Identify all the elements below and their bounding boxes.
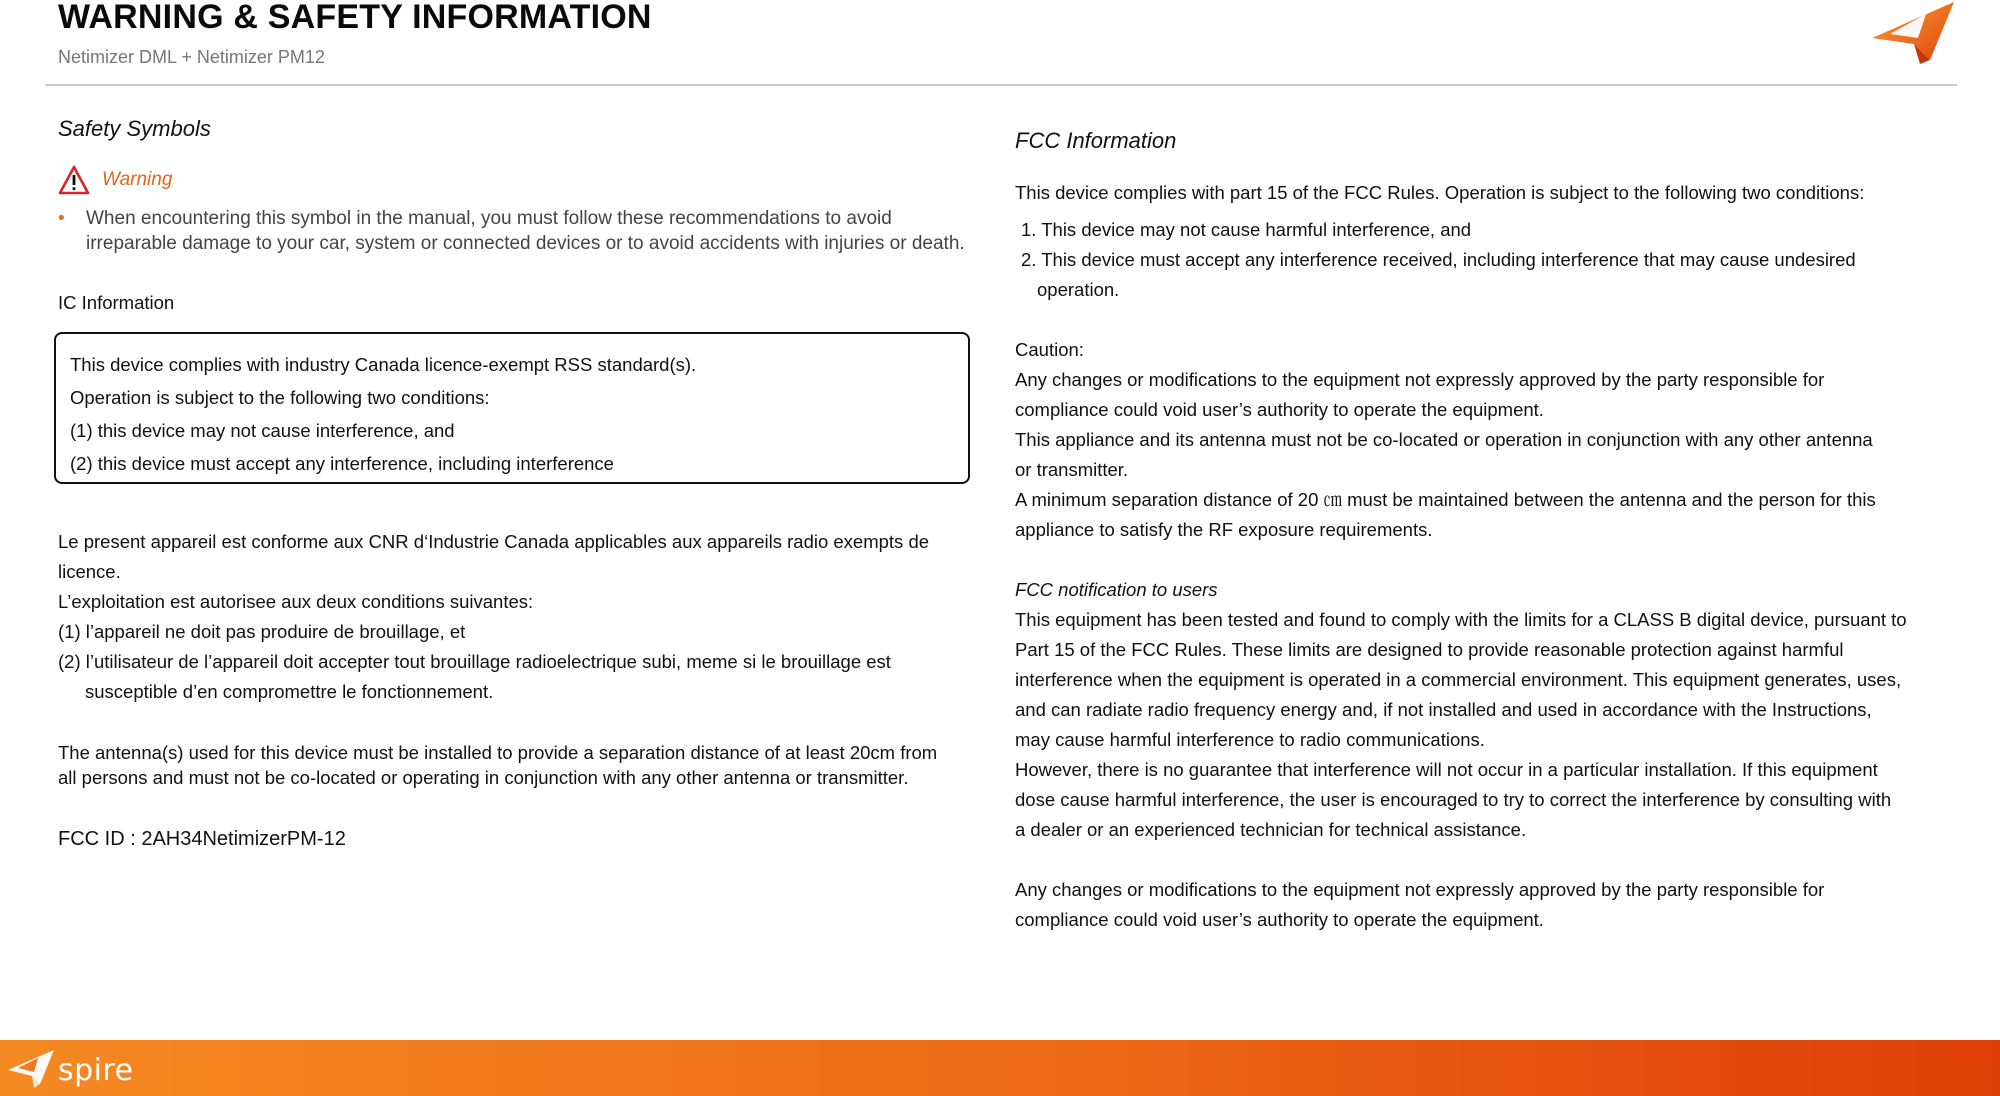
footer-brand: spire bbox=[58, 1052, 134, 1088]
page-subtitle: Netimizer DML + Netimizer PM12 bbox=[58, 47, 325, 67]
caution-line: compliance could void user’s authority to operate the equipment. bbox=[1015, 399, 1544, 420]
notification-line: a dealer or an experienced technician for technical assistance. bbox=[1015, 819, 1527, 840]
ic-box-line: (1) this device may not cause interference, and bbox=[70, 420, 455, 441]
warning-bullet bbox=[58, 206, 978, 256]
caution-line: A minimum separation distance of 20 ㎝ must be maintained between the antenna and the person for this bbox=[1015, 489, 1876, 510]
spire-logo-icon bbox=[1868, 0, 1958, 68]
notification-line: may cause harmful interference to radio communications. bbox=[1015, 729, 1485, 750]
spire-logo-icon bbox=[6, 1048, 56, 1092]
caution-line: or transmitter. bbox=[1015, 459, 1129, 480]
warning-triangle-icon bbox=[58, 165, 90, 195]
caution-section bbox=[1015, 335, 1876, 545]
fcc-conditions bbox=[1015, 215, 1856, 305]
french-line: licence. bbox=[58, 561, 121, 582]
caution-line: appliance to satisfy the RF exposure requirements. bbox=[1015, 519, 1433, 540]
french-notice bbox=[58, 527, 929, 707]
condition-line: 2. This device must accept any interference received, including interference that may cause undesired bbox=[1021, 249, 1856, 270]
notification-line: This equipment has been tested and found to comply with the limits for a CLASS B digital device, pursuant to bbox=[1015, 609, 1907, 630]
page-title: WARNING & SAFETY INFORMATION bbox=[58, 0, 652, 36]
fcc-intro: This device complies with part 15 of the FCC Rules. Operation is subject to the following two conditions: bbox=[1015, 182, 1865, 203]
caution-line: Caution: bbox=[1015, 339, 1084, 360]
caution-line: Any changes or modifications to the equipment not expressly approved by the party responsible for bbox=[1015, 369, 1825, 390]
closing-notice bbox=[1015, 875, 1824, 935]
fcc-id: FCC ID : 2AH34NetimizerPM-12 bbox=[58, 828, 346, 850]
fcc-heading: FCC Information bbox=[1015, 128, 1177, 153]
header-divider bbox=[45, 84, 1957, 86]
ic-info-box bbox=[54, 332, 970, 484]
french-line: susceptible d’en compromettre le fonctionnement. bbox=[85, 681, 494, 702]
ic-box-line: (2) this device must accept any interference, including interference bbox=[70, 453, 614, 474]
footer-bar bbox=[0, 1040, 2000, 1096]
closing-line: Any changes or modifications to the equipment not expressly approved by the party responsible for bbox=[1015, 879, 1825, 900]
warning-bullet-line: When encountering this symbol in the manual, you must follow these recommendations to avoid bbox=[86, 208, 892, 229]
notification-line: interference when the equipment is operated in a commercial environment. This equipment generates, uses, bbox=[1015, 669, 1902, 690]
notification-line: However, there is no guarantee that interference will not occur in a particular installation. If this equipment bbox=[1015, 759, 1878, 780]
fcc-notification bbox=[1015, 605, 1907, 845]
page-header bbox=[0, 0, 2000, 86]
fcc-notification-heading: FCC notification to users bbox=[1015, 579, 1218, 600]
caution-line: This appliance and its antenna must not be co-located or operation in conjunction with any other antenna bbox=[1015, 429, 1873, 450]
condition-line: 1. This device may not cause harmful interference, and bbox=[1021, 219, 1472, 240]
notification-line: Part 15 of the FCC Rules. These limits are designed to provide reasonable protection against harmful bbox=[1015, 639, 1844, 660]
ic-box-line: Operation is subject to the following two conditions: bbox=[70, 387, 490, 408]
antenna-line: The antenna(s) used for this device must be installed to provide a separation distance of at least 20cm from bbox=[58, 742, 938, 763]
antenna-line: all persons and must not be co-located or operating in conjunction with any other antenna or transmitter. bbox=[58, 767, 909, 788]
warning-bullet-line: irreparable damage to your car, system or connected devices or to avoid accidents with injuries or death. bbox=[86, 233, 965, 254]
safety-symbols-heading: Safety Symbols bbox=[58, 116, 211, 141]
french-line: (2) l’utilisateur de l’appareil doit accepter tout brouillage radioelectrique subi, meme si le brouillage est bbox=[58, 651, 891, 672]
warning-label: Warning bbox=[102, 169, 173, 190]
bullet-dot: • bbox=[58, 208, 65, 229]
french-line: L’exploitation est autorisee aux deux conditions suivantes: bbox=[58, 591, 534, 612]
footer-logo bbox=[6, 1048, 134, 1092]
french-line: Le present appareil est conforme aux CNR d‘Industrie Canada applicables aux appareils radio exempts de bbox=[58, 531, 930, 552]
condition-line: operation. bbox=[1037, 279, 1120, 300]
french-line: (1) l’appareil ne doit pas produire de brouillage, et bbox=[58, 621, 466, 642]
closing-line: compliance could void user’s authority to operate the equipment. bbox=[1015, 909, 1544, 930]
ic-box-line: This device complies with industry Canada licence-exempt RSS standard(s). bbox=[70, 354, 697, 375]
ic-heading: IC Information bbox=[58, 292, 175, 313]
warning-row bbox=[58, 164, 172, 196]
notification-line: and can radiate radio frequency energy and, if not installed and used in accordance with the Instructions, bbox=[1015, 699, 1872, 720]
antenna-notice bbox=[58, 740, 937, 790]
notification-line: dose cause harmful interference, the user is encouraged to try to correct the interference by consulting with bbox=[1015, 789, 1892, 810]
